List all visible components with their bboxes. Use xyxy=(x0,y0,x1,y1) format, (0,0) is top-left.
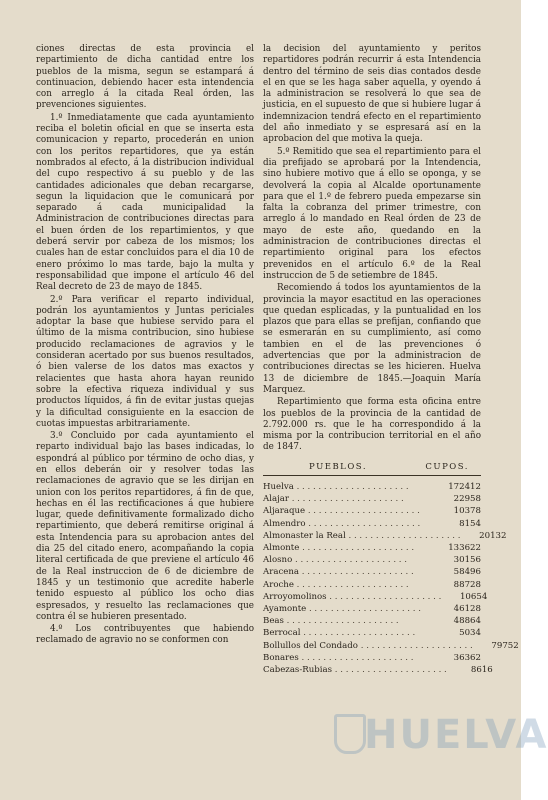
pueblo-name: Bonares . . . xyxy=(263,652,435,664)
pueblo-name: Beas . . . xyxy=(263,615,435,627)
header-pueblos: PUEBLOS. xyxy=(309,461,368,472)
table-row xyxy=(263,627,481,639)
table-row xyxy=(263,481,481,493)
table-row xyxy=(263,664,493,676)
signature: Joaquin María Marquez. xyxy=(263,373,481,395)
cupo-value: 88728 xyxy=(453,579,481,590)
table-row xyxy=(263,554,481,566)
cupo-value: 20132 xyxy=(479,530,507,541)
cupo-value: 36362 xyxy=(453,652,481,663)
cupo-value: 8616 xyxy=(470,665,493,676)
shield-icon xyxy=(334,714,366,754)
table-row xyxy=(263,603,481,615)
cupo-value: 46128 xyxy=(453,604,481,615)
cupo-value: 172412 xyxy=(448,481,481,492)
huelva-watermark xyxy=(334,700,548,770)
table-row xyxy=(263,530,507,542)
pueblo-name: Ayamonte . . . xyxy=(263,603,435,615)
pueblo-name: Aljaraque . . . xyxy=(263,505,435,517)
table-row xyxy=(263,493,481,505)
table-row xyxy=(263,591,488,603)
pueblo-name: Cabezas-Rubias . . . xyxy=(263,664,447,676)
pueblo-name: Almendro . . . xyxy=(263,518,435,530)
pueblo-name: Alajar . . . xyxy=(263,493,435,505)
right-column xyxy=(263,44,519,676)
pueblo-name: Huelva . . . xyxy=(263,481,435,493)
cupo-value: 79752 xyxy=(491,640,519,651)
watermark-text: HUELVA xyxy=(364,712,548,758)
pueblo-name: Aroche . . . xyxy=(263,579,435,591)
cupos-table xyxy=(263,481,519,676)
paragraph-5: 5.º Remitido que sea el repartimiento para el dia prefijado se aprobará por la Intendencia, sino hubiere motivo que á ello se oponga, y se devolverá la copia al Alcalde oportunamente para que el 1.º de febrero pueda empezarse sin falta la cobranza del primer trimestre, con arreglo á lo mandado en Real órden de 23 de mayo de este año, quedando en la administracion de contribuciones directas el repartimiento original para los efectos prevenidos en el artículo 6.º de la Real instruccion de 5 de setiembre de 1845. xyxy=(263,146,481,281)
table-row xyxy=(263,542,481,554)
table-row xyxy=(263,652,481,664)
table-row xyxy=(263,640,519,652)
pueblo-name: Aracena . . . xyxy=(263,566,435,578)
cupo-value: 5034 xyxy=(459,628,481,639)
table-row xyxy=(263,566,481,578)
cupo-value: 30156 xyxy=(453,555,481,566)
paragraph-2: 2.º Para verificar el reparto individual, podrán los ayuntamientos y Juntas periciales adoptar la base que hubiese servido para el último de la misma contribucion, sino hubiese producido reclamaciones de agravios y le consideran acertado por sus buenos resultados, ó bien valerse de los datos mas exactos y relacientes que hasta ahora hayan reunido sobre la efectiva riqueza individual y sus productos líquidos, á fin de evitar justas quejas y la dificultad consiguiente en la esaccion de cuotas impuestas arbitrariamente. xyxy=(36,294,254,429)
table-row xyxy=(263,505,481,517)
left-column xyxy=(36,44,254,648)
table-row xyxy=(263,579,481,591)
cupo-value: 8154 xyxy=(459,518,481,529)
pueblo-name: Berrocal . . . xyxy=(263,627,435,639)
pueblo-name: Almonaster la Real . . . xyxy=(263,530,461,542)
cupo-value: 10654 xyxy=(459,591,488,602)
pueblo-name: Almonte . . . xyxy=(263,542,435,554)
paragraph-3: 3.º Concluido por cada ayuntamiento el reparto individual bajo las bases indicadas, lo espondrá al público por término de ocho dias, y en ellos deberán oir y resolver todas las reclamaciones de agravio que se les dirijan en union con los peritos repartidores, á fin de que, hechas en él las rectificaciones á que hubiere lugar, quede definitivamente formalizado dicho repartimiento, que deberá remitirse original á esta Intendencia para su aprobacion antes del dia 25 del citado enero, acompañando la copia literal certificada de que previene el artículo 46 de la Real instruccion de 6 de diciembre de 1845 y un testimonio que acredite haberle tenido espuesto al público los ocho dias espresados, y resuelto las reclamaciones que contra él se hubieren presentado. xyxy=(36,431,254,622)
cupo-value: 10378 xyxy=(453,506,481,517)
paragraph-4: 4.º Los contribuyentes que habiendo reclamado de agravio no se conformen con xyxy=(36,624,254,646)
cupo-value: 48864 xyxy=(453,616,481,627)
recommendation-text: Recomiendo á todos los ayuntamientos de la provincia la mayor esactitud en las operaciones que quedan esplicadas, y la puntualidad en los plazos que para ellas se prefijan, confiando que se esmerarán en su cumplimiento, así como tambien en el de las prevenciones ó advertencias que por la administracion de contribuciones directas se les hicieren. Huelva 13 de diciembre de 1845. xyxy=(263,283,481,384)
header-rule xyxy=(263,475,481,476)
paragraph-1: 1.º Inmediatamente que cada ayuntamiento reciba el boletin oficial en que se inserta esta comunicacion y reparto, procederán en union con los peritos repartidores, que ya están nombrados al efecto, á la distribucion individual del cupo respectivo á su pueblo y de las cantidades adicionales que deban recargarse, segun la liquidacion que le comunicará por separado á cada municipalidad la Administracion de contribuciones directas para el buen órden de los repartimientos, y que deberá servir por cabeza de los mismos; los cuales han de estar concluidos para el dia 10 de enero próximo lo mas tarde, bajo la multa y responsabilidad que impone el artículo 46 del Real decreto de 23 de mayo de 1845. xyxy=(36,112,254,293)
table-header xyxy=(263,462,481,473)
pueblo-name: Alosno . . . xyxy=(263,554,435,566)
cupo-value: 133622 xyxy=(448,543,481,553)
table-row xyxy=(263,518,481,530)
paragraph-intro: ciones directas de esta provincia el repartimiento de dicha cantidad entre los pueblos de la misma, segun se estampará á continuacion, debiendo hacer esta intendencia con arreglo á la citada Real órden, las prevenciones siguientes. xyxy=(36,44,254,111)
table-row xyxy=(263,615,481,627)
cupo-value: 22958 xyxy=(453,494,481,505)
pueblo-name: Bollullos del Condado . . . xyxy=(263,640,473,652)
cupo-value: 58496 xyxy=(453,567,481,578)
paragraph-repartimiento: Repartimiento que forma esta oficina entre los pueblos de la provincia de la cantidad de 2.792.000 rs. que le ha correspondido á la misma por la contribucion territorial en el año de 1847. xyxy=(263,397,481,453)
pueblo-name: Arroyomolinos . . . xyxy=(263,591,441,603)
header-cupos: CUPOS. xyxy=(425,461,469,472)
paragraph-recommendation: Recomiendo á todos los ayuntamientos de la provincia la mayor esactitud en las operaciones que quedan esplicadas, y la puntualidad en los plazos que para ellas se prefijan, confiando que se esmerarán en su cumplimiento, así como tambien en el de las prevenciones ó advertencias que por la administracion de contribuciones directas se les hicieren. Huelva 13 de diciembre de 1845.—Joaquin María Marquez. xyxy=(263,283,481,395)
paragraph-4-continued: la decision del ayuntamiento y peritos repartidores podrán recurrir á esta Intendencia dentro del término de seis dias contados desde el en que se les haga saber aquella, y oyendo á la administracion se resolverá lo que sea de justicia, en el supuesto de que si hubiere lugar á indemnizacion tendrá efecto en el repartimiento del año inmediato y se espresará así en la aprobacion del que motiva la queja. xyxy=(263,44,481,145)
